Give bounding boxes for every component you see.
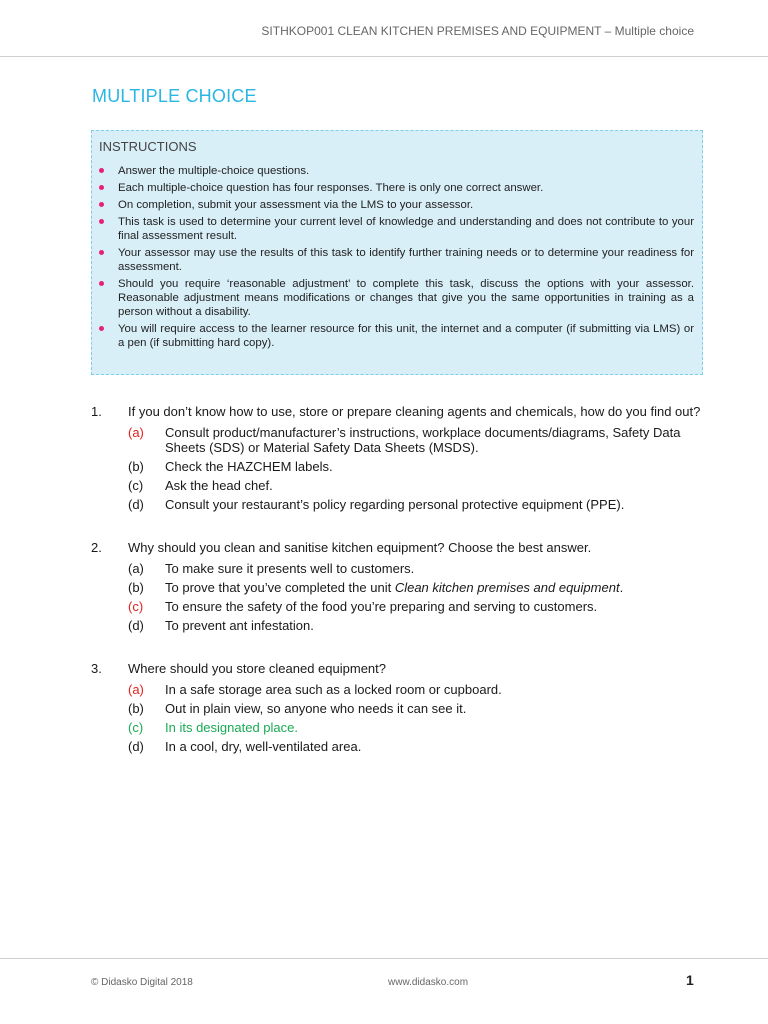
unit-title: Clean kitchen premises and equipment bbox=[394, 580, 620, 595]
option-letter: (b) bbox=[128, 459, 144, 474]
option-letter: (d) bbox=[128, 497, 144, 512]
options-list bbox=[91, 425, 703, 512]
option-a bbox=[128, 682, 703, 697]
footer-copyright: © Didasko Digital 2018 bbox=[91, 977, 193, 988]
option-c bbox=[128, 478, 703, 493]
bullet-icon bbox=[99, 185, 104, 190]
page-number: 1 bbox=[686, 972, 694, 988]
option-text: In a cool, dry, well-ventilated area. bbox=[165, 739, 362, 754]
bullet-icon bbox=[99, 202, 104, 207]
option-c bbox=[128, 720, 703, 735]
option-letter: (b) bbox=[128, 701, 144, 716]
option-a bbox=[128, 561, 703, 576]
option-text: Out in plain view, so anyone who needs it can see it. bbox=[165, 701, 467, 716]
instruction-item: Each multiple-choice question has four responses. There is only one correct answer. bbox=[99, 181, 694, 195]
option-a bbox=[128, 425, 703, 455]
option-letter: (b) bbox=[128, 580, 144, 595]
instruction-item: Should you require ‘reasonable adjustment’ to complete this task, discuss the options with your assessor. Reasonable adjustment means modifications or changes that give you the same opportunities in training as a person without a disability. bbox=[99, 277, 694, 319]
option-letter: (a) bbox=[128, 425, 144, 440]
question-number: 3. bbox=[91, 661, 102, 676]
footer-website: www.didasko.com bbox=[388, 977, 469, 988]
option-text: To ensure the safety of the food you’re preparing and serving to customers. bbox=[165, 599, 598, 614]
instructions-list bbox=[99, 164, 694, 350]
questions-section bbox=[91, 404, 703, 782]
options-list bbox=[91, 682, 703, 754]
page-title: MULTIPLE CHOICE bbox=[92, 86, 257, 106]
question-number: 1. bbox=[91, 404, 102, 419]
instructions-heading: INSTRUCTIONS bbox=[99, 139, 197, 154]
question-number: 2. bbox=[91, 540, 102, 555]
bullet-icon bbox=[99, 281, 104, 286]
option-letter: (a) bbox=[128, 682, 144, 697]
instruction-item: This task is used to determine your current level of knowledge and understanding and does not contribute to your final assessment result. bbox=[99, 215, 694, 243]
footer-divider bbox=[0, 958, 768, 959]
option-text: Consult your restaurant’s policy regarding personal protective equipment (PPE). bbox=[165, 497, 625, 512]
header-divider bbox=[0, 56, 768, 57]
option-b bbox=[128, 459, 703, 474]
option-text: In a safe storage area such as a locked room or cupboard. bbox=[165, 682, 502, 697]
instructions-box bbox=[91, 130, 703, 375]
question-2 bbox=[91, 540, 703, 633]
option-letter: (c) bbox=[128, 478, 144, 493]
bullet-icon bbox=[99, 250, 104, 255]
option-letter: (d) bbox=[128, 618, 144, 633]
question-text: Where should you store cleaned equipment? bbox=[128, 661, 386, 676]
option-d bbox=[128, 739, 703, 754]
running-header: SITHKOP001 CLEAN KITCHEN PREMISES AND EQUIPMENT – Multiple choice bbox=[261, 24, 694, 38]
question-text: If you don’t know how to use, store or prepare cleaning agents and chemicals, how do you find out? bbox=[128, 404, 701, 419]
option-text: Ask the head chef. bbox=[165, 478, 273, 493]
instruction-item: Your assessor may use the results of this task to identify further training needs or to determine your readiness for assessment. bbox=[99, 246, 694, 274]
option-c bbox=[128, 599, 703, 614]
question-text: Why should you clean and sanitise kitchen equipment? Choose the best answer. bbox=[128, 540, 592, 555]
option-text: To prove that you’ve completed the unit Clean kitchen premises and equipment. bbox=[165, 580, 624, 595]
option-d bbox=[128, 497, 703, 512]
option-text: To prevent ant infestation. bbox=[165, 618, 314, 633]
option-b bbox=[128, 580, 703, 595]
bullet-icon bbox=[99, 326, 104, 331]
option-text: Consult product/manufacturer’s instructions, workplace documents/diagrams, Safety Data Sheets (SDS) or Material Safety Data Sheets (MSDS). bbox=[165, 425, 681, 455]
bullet-icon bbox=[99, 219, 104, 224]
option-text: In its designated place. bbox=[165, 720, 298, 735]
option-letter: (d) bbox=[128, 739, 144, 754]
question-1 bbox=[91, 404, 703, 512]
option-b bbox=[128, 701, 703, 716]
instruction-item: You will require access to the learner resource for this unit, the internet and a computer (if submitting via LMS) or a pen (if submitting hard copy). bbox=[99, 322, 694, 350]
option-text: To make sure it presents well to customers. bbox=[165, 561, 415, 576]
option-letter: (c) bbox=[128, 720, 144, 735]
question-3 bbox=[91, 661, 703, 754]
option-d bbox=[128, 618, 703, 633]
option-text: Check the HAZCHEM labels. bbox=[165, 459, 333, 474]
bullet-icon bbox=[99, 168, 104, 173]
option-letter: (a) bbox=[128, 561, 144, 576]
instruction-item: On completion, submit your assessment via the LMS to your assessor. bbox=[99, 198, 694, 212]
options-list bbox=[91, 561, 703, 633]
option-letter: (c) bbox=[128, 599, 144, 614]
instruction-item: Answer the multiple-choice questions. bbox=[99, 164, 694, 178]
